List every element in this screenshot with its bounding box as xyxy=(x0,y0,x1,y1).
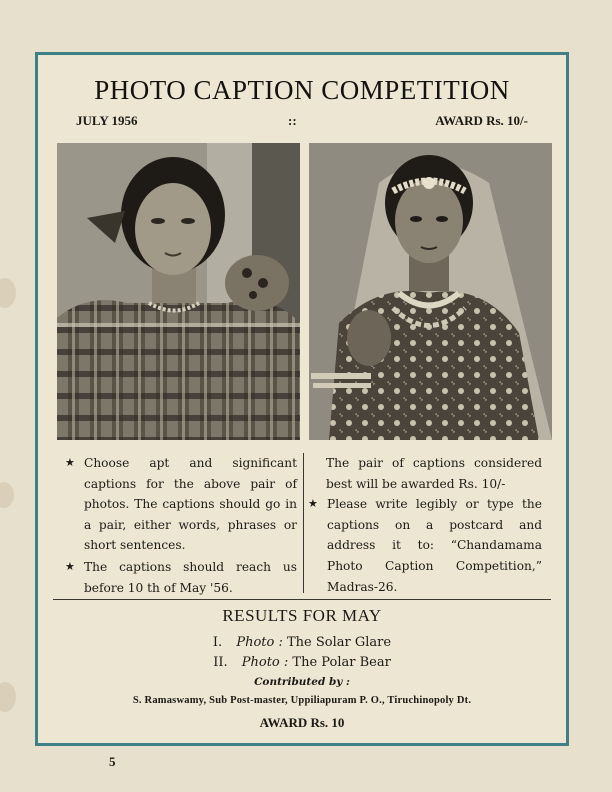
paper-stain xyxy=(0,482,14,508)
issue-line xyxy=(76,113,528,131)
result-caption: The Solar Glare xyxy=(287,635,392,650)
page-frame xyxy=(35,52,569,746)
rule-continuation: The pair of captions considered best will be awarded Rs. 10/- xyxy=(326,456,542,491)
issue-date: JULY 1956 xyxy=(76,113,138,128)
rule-text: Choose apt and significant captions for the above pair of photos. The captions should go in a pair, either words, phrases or short sentences. xyxy=(84,456,297,553)
rule-item xyxy=(308,494,542,597)
star-icon: ★ xyxy=(65,456,75,469)
page-title: PHOTO CAPTION COMPETITION xyxy=(94,75,510,105)
result-item xyxy=(38,655,566,670)
star-icon: ★ xyxy=(308,497,318,511)
result-label: Photo : xyxy=(241,655,293,670)
star-icon: ★ xyxy=(65,559,75,573)
paper-stain xyxy=(0,278,16,308)
rule-text: Please write legibly or type the captions on a postcard and address it to: “Chandamama Photo Caption Competition,” Madras-26. xyxy=(327,497,542,594)
result-numeral: I. xyxy=(212,635,223,650)
photo-woman-ornamented-dress-image xyxy=(309,143,552,440)
separator: :: xyxy=(288,113,297,128)
result-label: Photo : xyxy=(236,635,287,650)
rules-right-column xyxy=(308,453,542,597)
rules-left-column xyxy=(65,453,297,598)
page-number: 5 xyxy=(109,754,116,769)
results-title: RESULTS FOR MAY xyxy=(222,606,382,625)
result-item xyxy=(38,635,566,650)
results-award: AWARD Rs. 10 xyxy=(259,715,345,730)
section-divider xyxy=(53,599,551,600)
paper-stain xyxy=(0,682,16,712)
photo-left xyxy=(57,143,300,440)
rule-text: The captions should reach us before 10 th of May '56. xyxy=(84,559,297,595)
rule-item xyxy=(65,557,297,598)
contributed-by-label: Contributed by : xyxy=(254,676,350,688)
result-numeral: II. xyxy=(213,655,228,670)
award-amount: AWARD Rs. 10/- xyxy=(435,113,528,128)
contributor-name: S. Ramaswamy, Sub Post-master, Uppiliapuram P. O., Tiruchinopoly Dt. xyxy=(132,695,472,706)
photo-right xyxy=(309,143,552,440)
photo-woman-plain-dress-image xyxy=(57,143,300,440)
result-caption: The Polar Bear xyxy=(292,655,391,670)
rule-item xyxy=(65,453,297,556)
column-divider xyxy=(303,453,304,593)
